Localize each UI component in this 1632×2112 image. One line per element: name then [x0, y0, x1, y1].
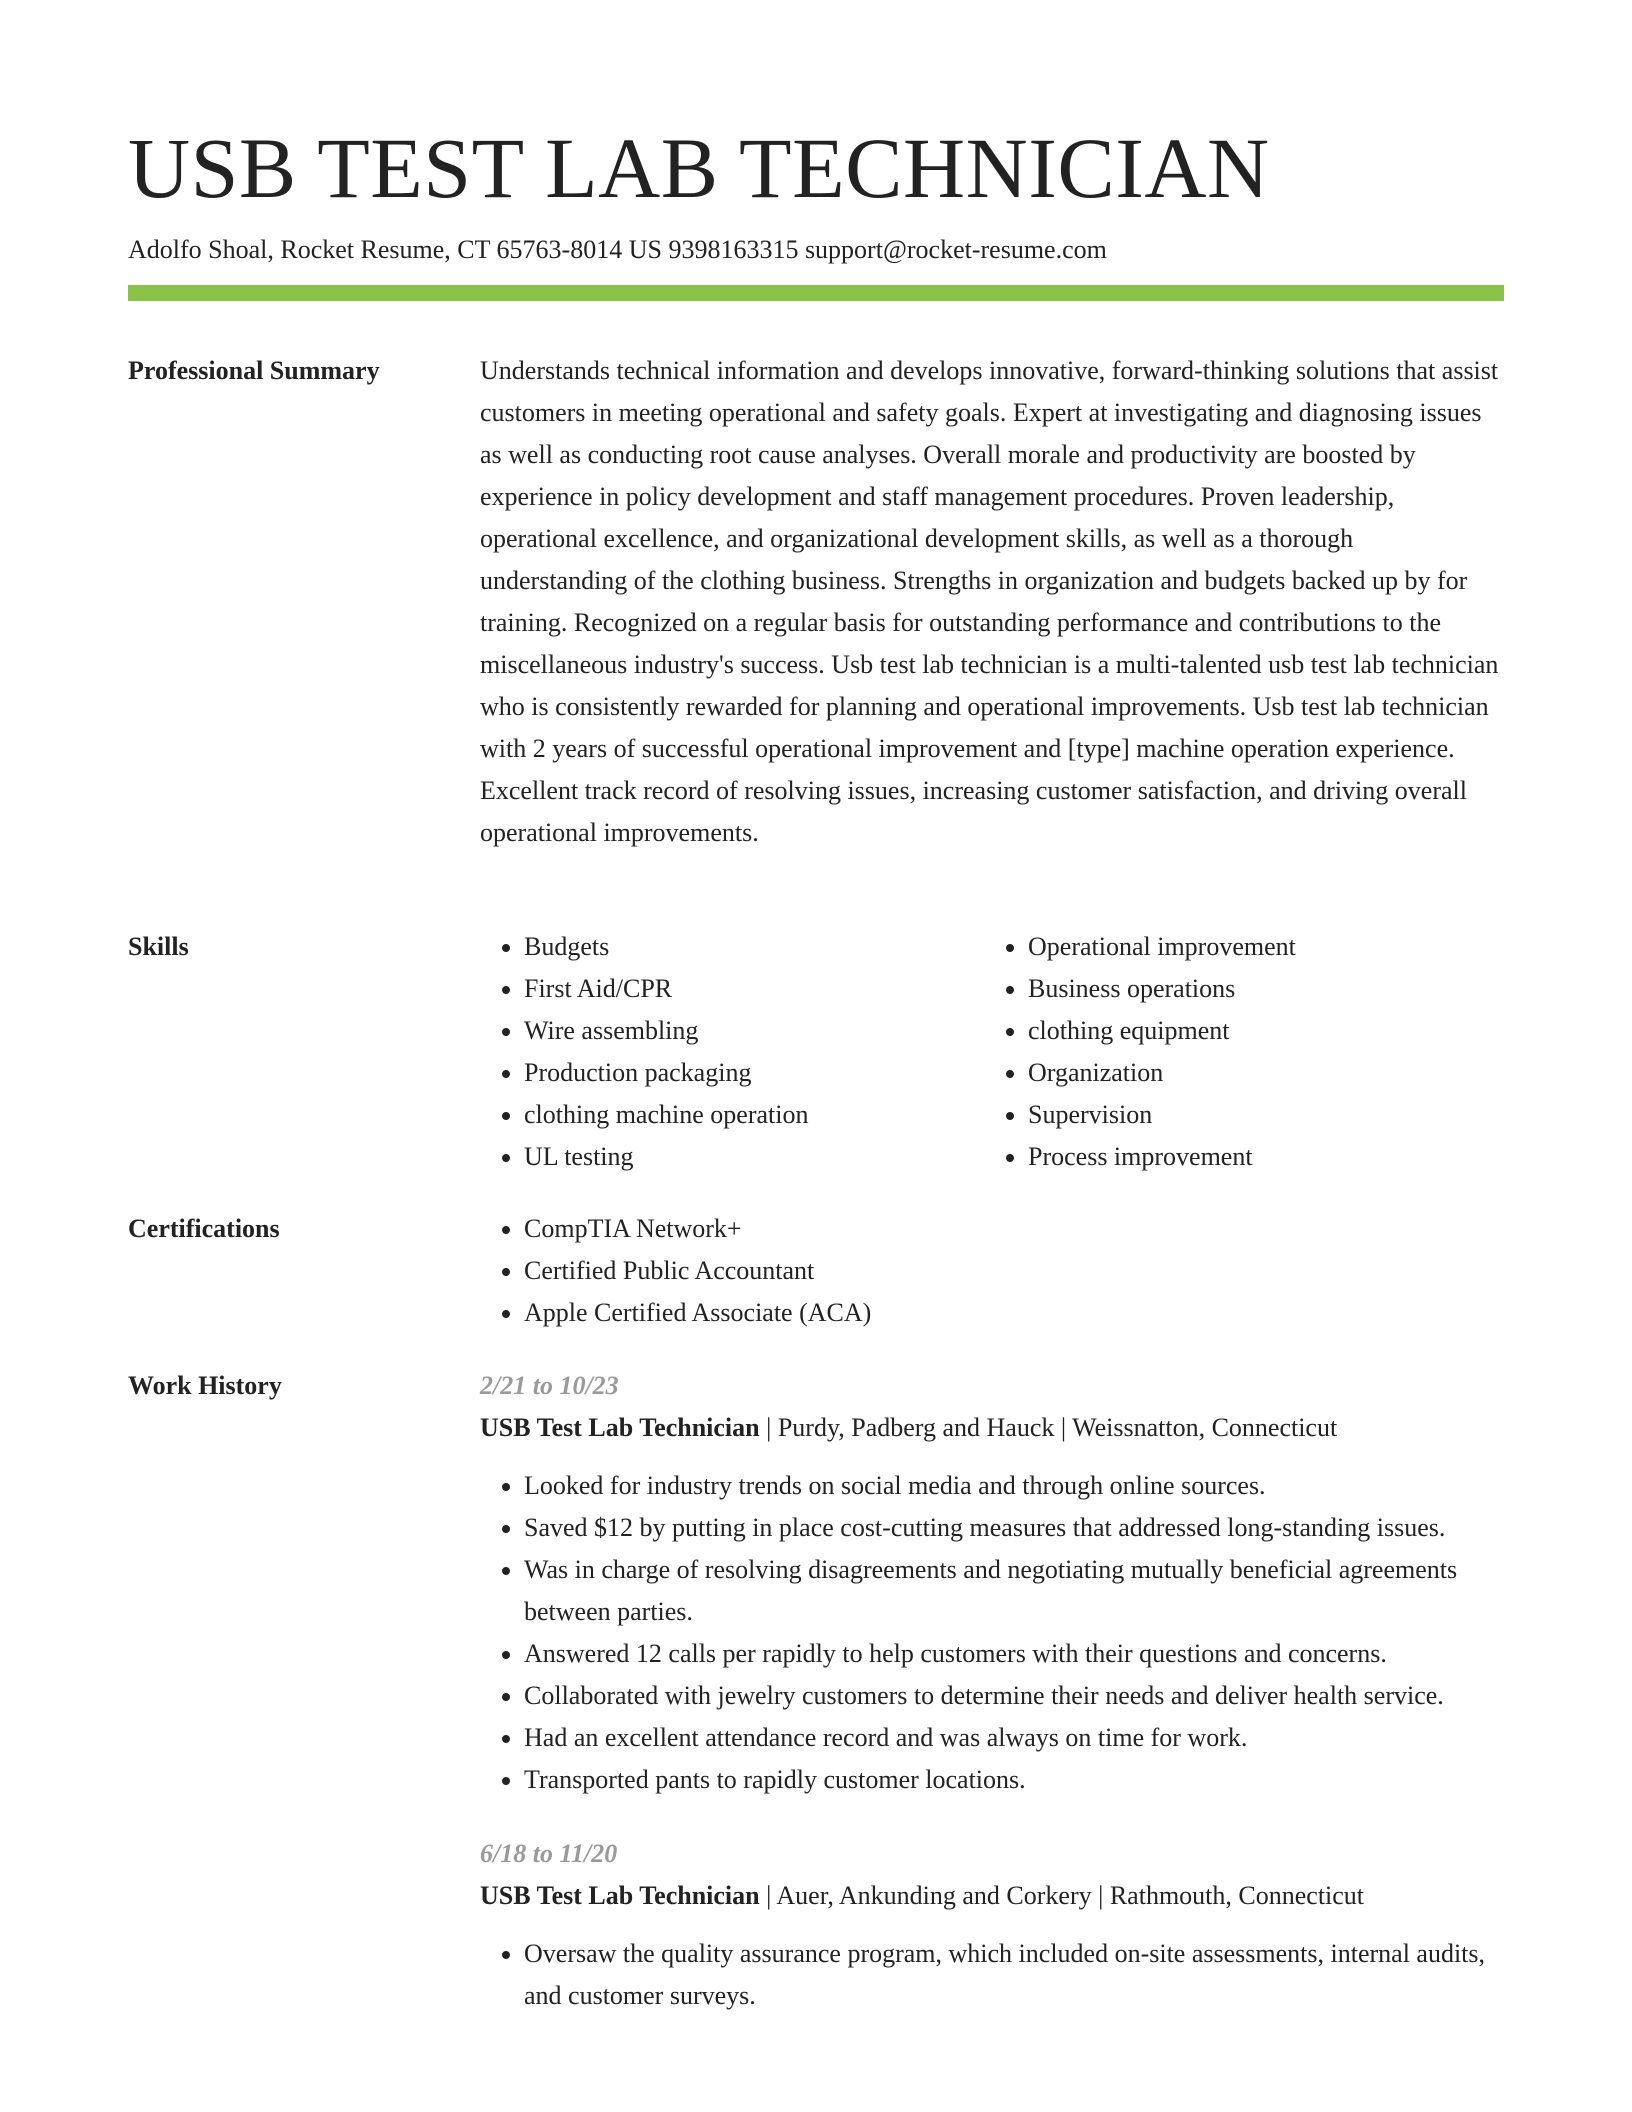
certifications-list [480, 1208, 1504, 1334]
job-duty-item: • Collaborated with jewelry customers to determine their needs and deliver health service. [524, 1675, 1504, 1717]
job-duty-item: • Oversaw the quality assurance program, which included on-site assessments, internal audits, and customer surveys. [524, 1933, 1504, 2017]
certifications-body [480, 1208, 1504, 1334]
job-employer-location: | Auer, Ankunding and Corkery | Rathmouth, Connecticut [759, 1881, 1365, 1910]
skills-heading: Skills [128, 932, 189, 961]
skills-list-right [984, 926, 1488, 1178]
skill-item: • Business operations [1028, 968, 1488, 1010]
summary-paragraph: Understands technical information and develops innovative, forward-thinking solutions that assist customers in meeting operational and safety goals. Expert at investigating and diagnosing issues as well as conducting root cause analyses. Overall morale and productivity are boosted by experience in policy development and staff management procedures. Proven leadership, operational excellence, and organizational development skills, as well as a thorough understanding of the clothing business. Strengths in organization and budgets backed up by for training. Recognized on a regular basis for outstanding performance and contributions to the miscellaneous industry's success. Usb test lab technician is a multi-talented usb test lab technician who is consistently rewarded for planning and operational improvements. Usb test lab technician with 2 years of successful operational improvement and [type] machine operation experience. Excellent track record of resolving issues, increasing customer satisfaction, and driving overall operational improvements. [480, 356, 1499, 847]
job-dates: 2/21 to 10/23 [480, 1371, 619, 1400]
certifications-heading: Certifications [128, 1214, 280, 1243]
job-employer-location: | Purdy, Padberg and Hauck | Weissnatton, Connecticut [759, 1413, 1338, 1442]
job-duty-item: • Had an excellent attendance record and was always on time for work. [524, 1717, 1504, 1759]
skill-item: • Operational improvement [1028, 926, 1488, 968]
skill-item: • Supervision [1028, 1094, 1488, 1136]
summary-body [480, 350, 1504, 854]
certification-item: • CompTIA Network+ [524, 1208, 1504, 1250]
skill-item: • Process improvement [1028, 1136, 1488, 1178]
skill-item: • Organization [1028, 1052, 1488, 1094]
job-duty-item: • Was in charge of resolving disagreements and negotiating mutually beneficial agreements between parties. [524, 1549, 1504, 1633]
job-duties-list [480, 1933, 1504, 2017]
job-header-line [480, 1407, 1504, 1449]
job-dates: 6/18 to 11/20 [480, 1839, 618, 1868]
skills-list-left [480, 926, 984, 1178]
skill-item: • clothing equipment [1028, 1010, 1488, 1052]
job-header-line [480, 1875, 1504, 1917]
accent-divider [128, 285, 1504, 301]
certification-item: • Certified Public Accountant [524, 1250, 1504, 1292]
skills-column-right [984, 926, 1488, 1178]
job-entry [480, 1833, 1504, 2017]
summary-heading: Professional Summary [128, 356, 380, 385]
work-history-body [480, 1365, 1504, 2049]
skill-item: • clothing machine operation [524, 1094, 984, 1136]
resume-name-heading: USB TEST LAB TECHNICIAN [128, 120, 1270, 216]
skills-column-left [480, 926, 984, 1178]
certification-item: • Apple Certified Associate (ACA) [524, 1292, 1504, 1334]
skills-body [480, 926, 1504, 1178]
skill-item: • UL testing [524, 1136, 984, 1178]
job-duties-list [480, 1465, 1504, 1801]
work-history-heading: Work History [128, 1371, 282, 1400]
job-title: USB Test Lab Technician [480, 1413, 760, 1442]
job-duty-item: • Answered 12 calls per rapidly to help customers with their questions and concerns. [524, 1633, 1504, 1675]
job-entry [480, 1365, 1504, 1801]
skill-item: • Budgets [524, 926, 984, 968]
job-title: USB Test Lab Technician [480, 1881, 760, 1910]
job-duty-item: • Looked for industry trends on social media and through online sources. [524, 1465, 1504, 1507]
contact-line: Adolfo Shoal, Rocket Resume, CT 65763-8014 US 9398163315 support@rocket-resume.com [128, 235, 1107, 264]
job-duty-item: • Saved $12 by putting in place cost-cutting measures that addressed long-standing issues. [524, 1507, 1504, 1549]
skill-item: • Wire assembling [524, 1010, 984, 1052]
skill-item: • Production packaging [524, 1052, 984, 1094]
job-duty-item: • Transported pants to rapidly customer locations. [524, 1759, 1504, 1801]
skill-item: • First Aid/CPR [524, 968, 984, 1010]
